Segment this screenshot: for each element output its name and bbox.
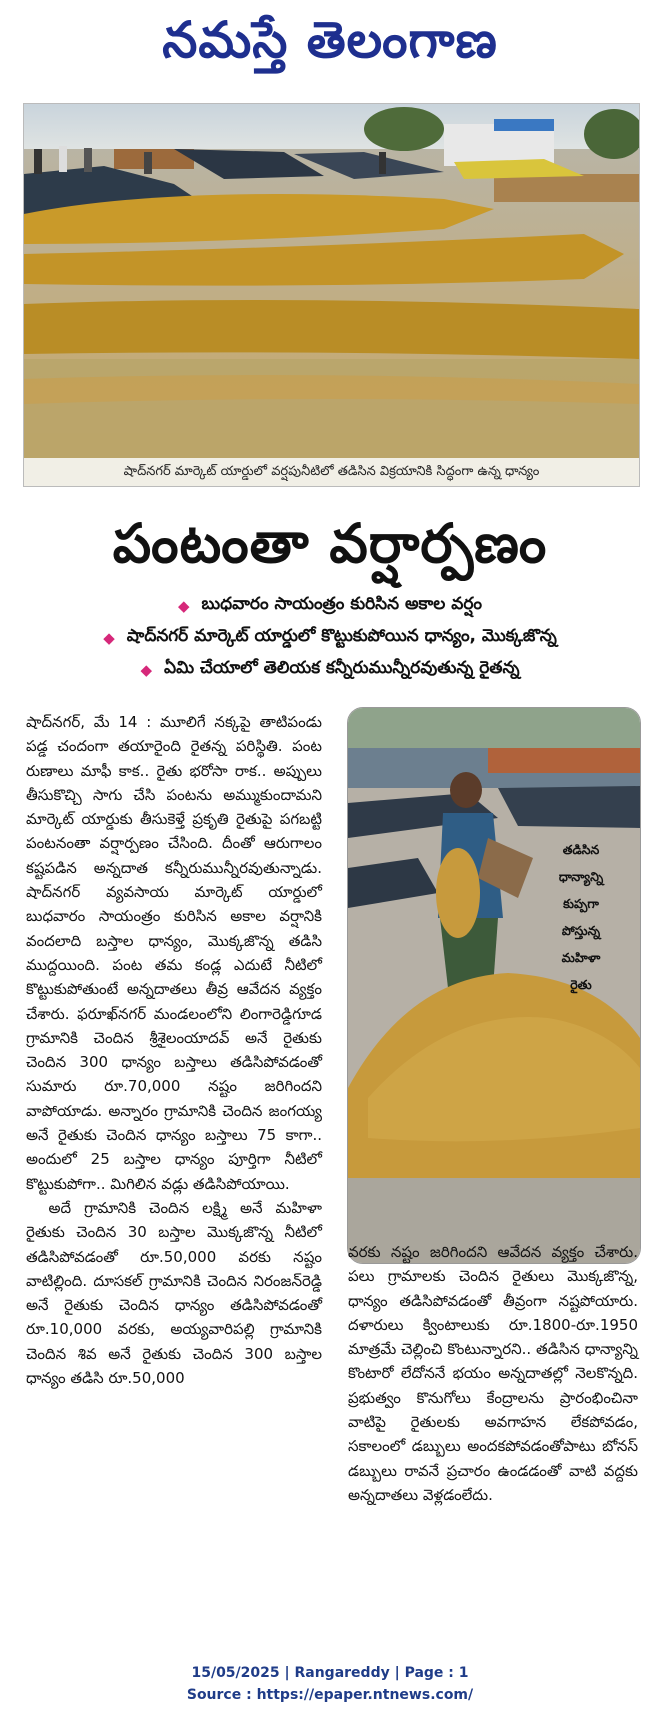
side-photo-caption-line: ధాన్యాన్ని [558,869,604,884]
subheadline-item [20,590,640,622]
article-paragraph: వరకు నష్టం జరిగిందని ఆవేదన వ్యక్తం చేశారు. పలు గ్రామాలకు చెందిన రైతులు మొక్కజొన్న, ధాన్యం తడిసిపోవడంతో తీవ్రంగా నష్టపోయారు. దళారులు క్వింటాలుకు రూ.1800-రూ.1950 మాత్రమే చెల్లించి కొంటున్నారని.. తడిసిన ధాన్యాన్ని కొంటారో లేదోననే భయం అన్నదాతల్లో నెలకొన్నది. ప్రభుత్వం కొనుగోలు కేంద్రాలను ప్రారంభించినా వాటిపై రైతులకు అవగాహన లేకపోవడం, సకాలంలో డబ్బులు అందకపోవడంతోపాటు బోనస్ డబ్బులు రావనే ప్రచారం ఉండడంతో వాటి వద్దకు అన్నదాతలు వెళ్లడంలేదు. [348,1243,638,1504]
article-paragraph: షాద్‌నగర్, మే 14 : మూలిగే నక్కపై తాటిపండు పడ్డ చందంగా తయారైంది రైతన్న పరిస్థితి. పంట రుణాలు మాఫీ కాక.. రైతు భరోసా రాక.. అప్పులు తీసుకొచ్చి సాగు చేసి పంటను అమ్ముకుందామని మార్కెట్ యార్డుకు తీసుకెళ్తే ప్రకృతి రైతుపై పగబట్టి పంటనంతా వర్షార్పణం చేసింది. దీంతో ఆరుగాలం కష్టపడిన అన్నదాత కన్నీరుమున్నీరవుతున్నాడు. షాద్‌నగర్ వ్యవసాయ మార్కెట్ యార్డులో బుధవారం సాయంత్రం కురిసిన అకాల వర్షానికి వందలాది బస్తాల ధాన్యం, మొక్కజొన్న తడిసి ముద్దయింది. పంట తమ కండ్ల ఎదుటే నీటిలో కొట్టుకుపోతుంటే అన్నదాతలు తీవ్ర ఆవేదన వ్యక్తం చేశారు. ఫరూఖ్‌నగర్ మండలంలోని లింగారెడ్డిగూడ గ్రామానికి చెందిన శ్రీశైలంయాదవ్ అనే రైతుకు చెందిన 300 ధాన్యం బస్తాలు తడిసిపోవడంతో సుమారు రూ.70,000 నష్టం జరిగిందని వాపోయాడు. అన్నారం గ్రామానికి చెందిన జంగయ్య అనే రైతుకు చెందిన ధాన్యం బస్తాలు 75 కాగా.. అందులో 25 బస్తాల ధాన్యం పూర్తిగా నీటిలో కొట్టుకుపోగా.. మిగిలిన వడ్లు తడిసిపోయాయి. [26,713,322,1193]
top-photo-caption: షాద్‌నగర్ మార్కెట్ యార్డులో వర్షపునీటిలో తడిసిన విక్రయానికి సిద్ధంగా ఉన్న ధాన్యం [23,458,640,487]
diamond-bullet-icon: ◆ [140,661,153,679]
diamond-bullet-icon: ◆ [177,597,190,615]
footer-source-link[interactable]: Source : https://epaper.ntnews.com/ [186,1687,474,1703]
footer-edition-info: 15/05/2025 | Rangareddy | Page : 1 [191,1665,469,1681]
side-photo-caption-line: మహిళా [561,950,601,965]
newspaper-masthead: నమస్తే తెలంగాణ [162,10,498,69]
market-yard-wet-grain-photo [23,103,640,460]
diamond-bullet-icon: ◆ [103,629,115,647]
side-photo-caption-line: కుప్పగా [563,896,599,911]
woman-farmer-photo [347,707,641,1264]
subheadline-text: ఏమి చేయాలో తెలియక కన్నీరుమున్నీరవుతున్న రైతన్న [164,658,520,678]
side-photo-caption [532,836,630,998]
side-photo-caption-line: పోస్తున్న [561,923,601,938]
side-photo-caption-line: రైతు [570,977,592,992]
subheadline-list [20,590,640,686]
side-photo-caption-line: తడిసిన [562,842,600,857]
article-column-left [26,710,322,1390]
subheadline-text: బుధవారం సాయంత్రం కురిసిన అకాల వర్షం [201,594,483,614]
subheadline-item [20,654,640,686]
subheadline-text: షాద్‌నగర్ మార్కెట్ యార్డులో కొట్టుకుపోయిన ధాన్యం, మొక్కజొన్న [126,626,557,646]
subheadline-item [20,622,640,654]
article-column-right [348,1240,638,1507]
article-paragraph: అదే గ్రామానికి చెందిన లక్ష్మి అనే మహిళా రైతుకు చెందిన 30 బస్తాల మొక్కజొన్న నీటిలో తడిసిపోవడంతో రూ.50,000 వరకు నష్టం వాటిల్లింది. దూసకల్ గ్రామానికి చెందిన నిరంజన్‌రెడ్డి అనే రైతుకు చెందిన ధాన్యం తడిసిపోవడంతో రూ.10,000 వరకు, అయ్యవారిపల్లి గ్రామానికి చెందిన శివ అనే రైతుకు చెందిన 300 బస్తాల ధాన్యం తడిసి రూ.50,000 [26,1198,322,1388]
main-headline: పంటంతా వర్షార్పణం [112,512,548,575]
